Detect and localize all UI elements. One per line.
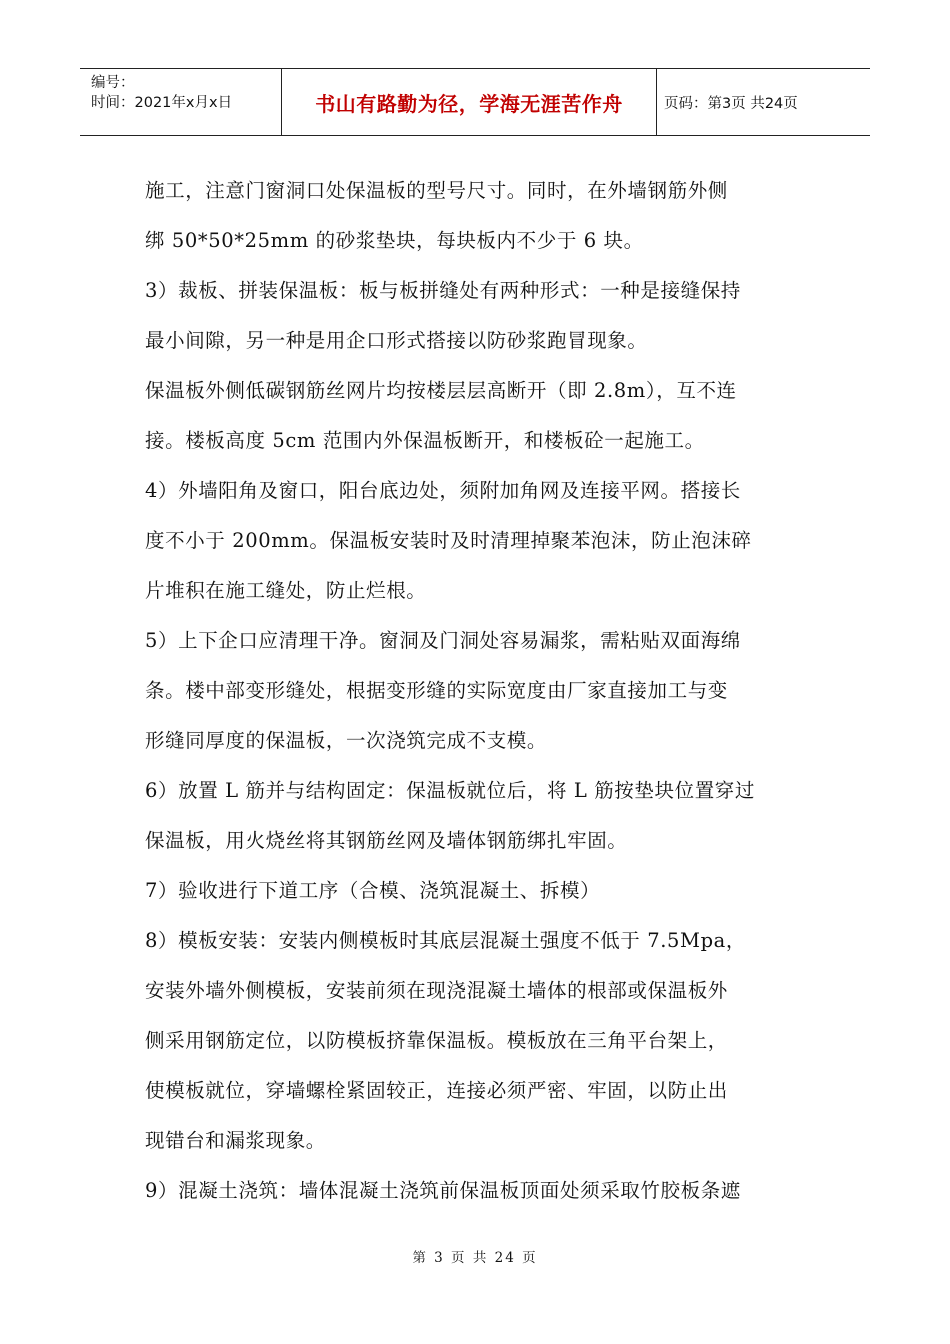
text-line: 片堆积在施工缝处，防止烂根。 [145,579,427,602]
text-line: 4）外墙阳角及窗口，阳台底边处，须附加角网及连接平网。搭接长 [145,479,741,502]
page-header [80,68,870,136]
text-line: 绑 50*50*25mm 的砂浆垫块，每块板内不少于 6 块。 [145,229,644,252]
text-line: 5）上下企口应清理干净。窗洞及门洞处容易漏浆，需粘贴双面海绵 [145,629,741,652]
text-line: 6）放置 L 筋并与结构固定：保温板就位后，将 L 筋按垫块位置穿过 [145,779,755,802]
page-footer: 第 3 页 共 24 页 [412,1250,538,1266]
text-line: 9）混凝土浇筑：墙体混凝土浇筑前保温板顶面处须采取竹胶板条遮 [145,1179,741,1202]
text-line: 保温板外侧低碳钢筋丝网片均按楼层层高断开（即 2.8m），互不连 [145,379,737,402]
text-line: 最小间隙，另一种是用企口形式搭接以防砂浆跑冒现象。 [145,329,648,352]
text-line: 3）裁板、拼装保温板：板与板拼缝处有两种形式：一种是接缝保持 [145,279,741,302]
document-number-label: 编号： [91,75,135,91]
text-line: 安装外墙外侧模板，安装前须在现浇混凝土墙体的根部或保温板外 [145,979,728,1002]
document-date: 时间：2021年x月x日 [91,95,233,111]
text-line: 侧采用钢筋定位，以防模板挤靠保温板。模板放在三角平台架上， [145,1029,728,1052]
header-motto: 书山有路勤为径，学海无涯苦作舟 [282,69,657,135]
text-line: 现错台和漏浆现象。 [145,1129,326,1152]
text-line: 接。楼板高度 5cm 范围内外保温板断开，和楼板砼一起施工。 [145,429,705,452]
text-line: 形缝同厚度的保温板，一次浇筑完成不支模。 [145,729,548,752]
text-line: 7）验收进行下道工序（合模、浇筑混凝土、拆模） [145,879,601,902]
text-line: 8）模板安装：安装内侧模板时其底层混凝土强度不低于 7.5Mpa， [145,929,746,952]
header-page-info: 页码：第3页 共24页 [664,95,798,112]
document-body [145,166,807,1216]
text-line: 使模板就位，穿墙螺栓紧固较正，连接必须严密、牢固，以防止出 [145,1079,728,1102]
text-line: 度不小于 200mm。保温板安装时及时清理掉聚苯泡沫，防止泡沫碎 [145,529,752,552]
text-line: 条。楼中部变形缝处，根据变形缝的实际宽度由厂家直接加工与变 [145,679,728,702]
text-line: 保温板，用火烧丝将其钢筋丝网及墙体钢筋绑扎牢固。 [145,829,628,852]
text-line: 施工，注意门窗洞口处保温板的型号尺寸。同时，在外墙钢筋外侧 [145,179,728,202]
header-meta [80,69,282,135]
